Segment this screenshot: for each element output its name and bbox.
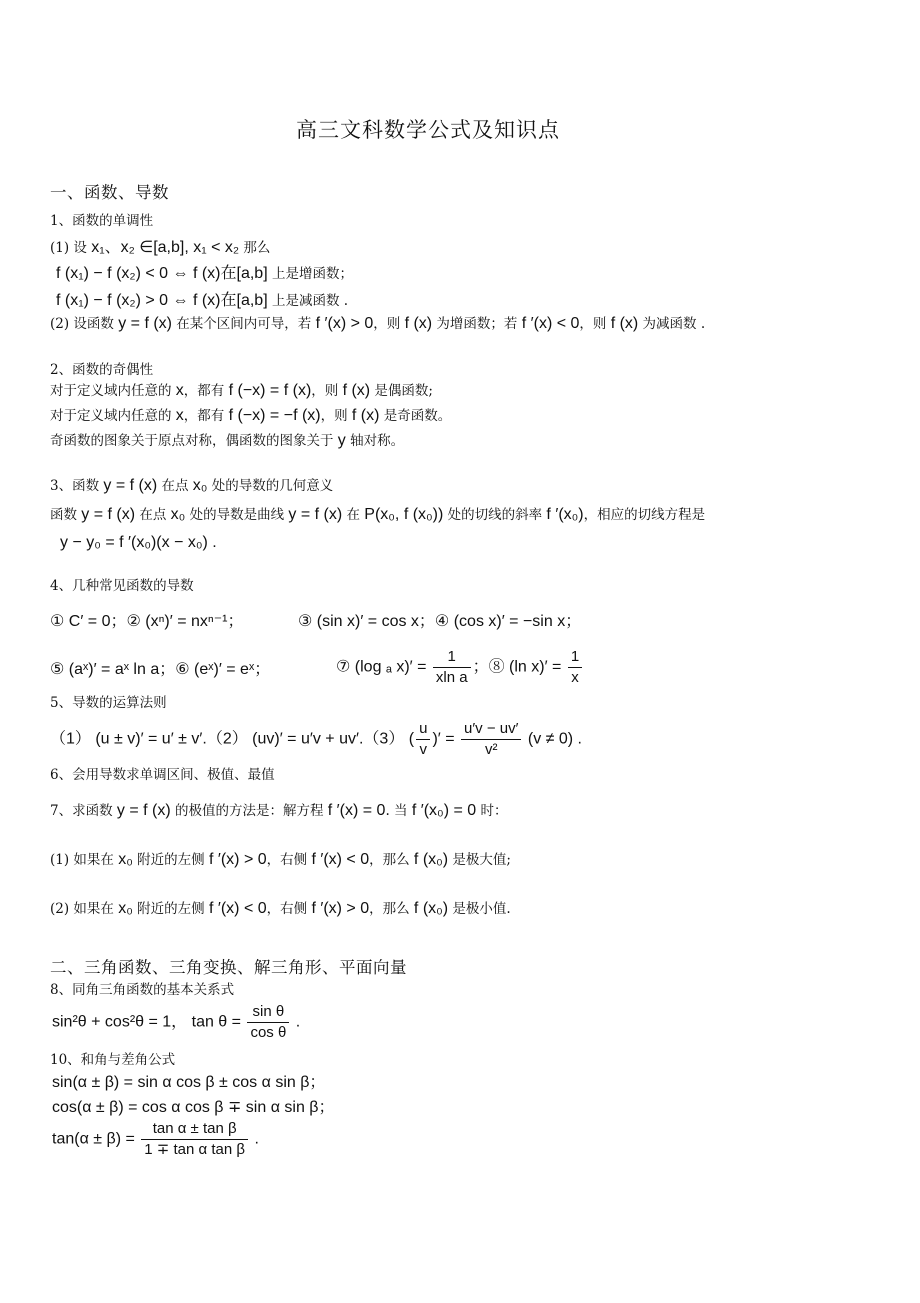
derivatives-line-1a: ① C′ = 0；② (xⁿ)′ = nxⁿ⁻¹； bbox=[50, 613, 244, 630]
subheading-derivative-geometry bbox=[50, 476, 333, 495]
text-segment: 对于定义域内任意的 bbox=[50, 408, 176, 424]
math-expression: x₀ bbox=[118, 851, 133, 868]
text-segment: 附近的左侧 bbox=[132, 852, 209, 868]
text-segment: 在点 bbox=[157, 478, 193, 494]
text-segment: 函数 bbox=[50, 507, 82, 523]
math-expression: x bbox=[175, 382, 184, 399]
text-segment: ，右侧 bbox=[266, 901, 312, 917]
math-expression: f ′(x) = 0 bbox=[327, 802, 386, 819]
text-segment: ，都有 bbox=[183, 383, 229, 399]
math-expression: P(x₀, f (x₀)) bbox=[364, 506, 444, 523]
text-segment: ，那么 bbox=[369, 901, 414, 917]
math-expression: f (x) bbox=[610, 315, 639, 332]
text-segment: 附近的左侧 bbox=[132, 901, 209, 917]
parity-line-1 bbox=[50, 381, 433, 400]
fraction-denominator: xln a bbox=[435, 669, 468, 686]
text-segment: 在某个区间内可导，若 bbox=[172, 316, 316, 332]
math-expression: f ′(x) < 0 bbox=[521, 315, 580, 332]
fraction-numerator: 1 bbox=[568, 648, 582, 668]
text-segment: 处的导数的几何意义 bbox=[207, 478, 334, 494]
fraction-denominator: 1 ∓ tan α tan β bbox=[144, 1141, 246, 1158]
text-segment: ；⑧ (ln x)′ = bbox=[472, 658, 566, 676]
section-heading-functions: 一、函数、导数 bbox=[50, 183, 169, 202]
text-segment: . bbox=[291, 1013, 301, 1031]
monotonicity-line-1 bbox=[50, 238, 270, 257]
text-segment: )′ = bbox=[432, 730, 460, 748]
subheading-monotonicity: 1、函数的单调性 bbox=[50, 213, 154, 229]
text-segment: tan(α ± β) = bbox=[52, 1130, 140, 1148]
fraction bbox=[568, 648, 582, 687]
monotonicity-line-3 bbox=[56, 291, 348, 310]
monotonicity-line-2 bbox=[56, 264, 353, 283]
math-expression: f (x₀) bbox=[413, 851, 449, 868]
section-heading-trigonometry: 二、三角函数、三角变换、解三角形、平面向量 bbox=[50, 958, 407, 977]
text-segment: 为减函数 . bbox=[638, 316, 706, 332]
text-segment: 的极值的方法是：解方程 bbox=[170, 803, 328, 819]
derivative-geometry-line-1 bbox=[50, 505, 705, 524]
math-expression: y = f (x) bbox=[103, 477, 158, 494]
tan-sum-formula bbox=[52, 1120, 259, 1159]
math-expression: f ′(x) > 0 bbox=[311, 900, 370, 917]
cos-sum-formula: cos(α ± β) = cos α cos β ∓ sin α sin β； bbox=[52, 1099, 335, 1116]
parity-line-2 bbox=[50, 406, 451, 425]
math-expression: f (x₀) bbox=[413, 900, 449, 917]
text-segment: 时： bbox=[476, 803, 508, 819]
text-segment: (1) 设 bbox=[50, 240, 92, 256]
subheading-parity: 2、函数的奇偶性 bbox=[50, 362, 154, 378]
fraction-numerator: sin θ bbox=[247, 1003, 289, 1023]
fraction-denominator: x bbox=[571, 669, 579, 686]
text-segment: (2) 设函数 bbox=[50, 316, 119, 332]
parity-line-3 bbox=[50, 431, 404, 450]
text-segment: 上是减函数 . bbox=[267, 293, 349, 309]
text-segment: 是极大值; bbox=[448, 852, 511, 868]
math-expression: y = f (x) bbox=[288, 506, 343, 523]
text-segment: 处的切线的斜率 bbox=[443, 507, 547, 523]
text-segment: ，则 bbox=[311, 383, 343, 399]
math-expression: f ′(x) > 0 bbox=[315, 315, 374, 332]
fraction-numerator: 1 bbox=[433, 648, 471, 668]
math-expression: y = f (x) bbox=[118, 315, 172, 332]
subheading-trig-identities: 8、同角三角函数的基本关系式 bbox=[50, 982, 235, 998]
text-segment: (v ≠ 0) . bbox=[523, 730, 582, 748]
text-segment: ，那么 bbox=[369, 852, 414, 868]
extrema-max-line bbox=[50, 850, 511, 869]
text-segment: 上是增函数； bbox=[267, 266, 353, 282]
fraction bbox=[247, 1003, 289, 1042]
math-expression: f (x₁) − f (x₂) < 0 ⇔ f (x)在[a,b] bbox=[56, 265, 268, 282]
text-segment: . 当 bbox=[385, 803, 412, 819]
subheading-common-derivatives: 4、几种常见函数的导数 bbox=[50, 578, 194, 594]
subheading-monotonic-extrema: 6、会用导数求单调区间、极值、最值 bbox=[50, 767, 275, 783]
math-expression: f (x) bbox=[404, 315, 433, 332]
fraction-denominator: v² bbox=[484, 741, 498, 758]
math-expression: y = f (x) bbox=[116, 802, 171, 819]
math-expression: x₁、x₂ ∈[a,b], x₁ < x₂ bbox=[91, 239, 240, 256]
math-expression: f ′(x) > 0 bbox=[208, 851, 267, 868]
math-expression: f (−x) = −f (x) bbox=[228, 407, 321, 424]
text-segment: (1) 如果在 bbox=[50, 852, 119, 868]
fraction bbox=[141, 1120, 248, 1159]
text-segment: 是偶函数; bbox=[370, 383, 433, 399]
text-segment: 对于定义域内任意的 bbox=[50, 383, 176, 399]
math-expression: f (x₁) − f (x₂) > 0 ⇔ f (x)在[a,b] bbox=[56, 292, 268, 309]
math-expression: f (x) bbox=[342, 382, 371, 399]
monotonicity-line-4 bbox=[50, 314, 705, 333]
text-segment: ，相应的切线方程是 bbox=[583, 507, 706, 523]
page-title: 高三文科数学公式及知识点 bbox=[296, 118, 560, 142]
text-segment: 7、求函数 bbox=[50, 803, 117, 819]
text-segment: ，则 bbox=[579, 316, 611, 332]
math-expression: x₀ bbox=[170, 506, 186, 523]
math-expression: x bbox=[175, 407, 184, 424]
text-segment: 处的导数是曲线 bbox=[185, 507, 289, 523]
derivatives-line-2a: ⑤ (aˣ)′ = aˣ ln a；⑥ (eˣ)′ = eˣ； bbox=[50, 661, 271, 678]
derivative-rules-line bbox=[50, 720, 582, 759]
math-expression: y = f (x) bbox=[81, 506, 136, 523]
text-segment: 轴对称。 bbox=[345, 433, 405, 449]
math-expression: x₀ bbox=[192, 477, 208, 494]
math-expression: f ′(x) < 0 bbox=[311, 851, 370, 868]
fraction-numerator: u′v − uv′ bbox=[461, 720, 521, 740]
extrema-min-line bbox=[50, 899, 511, 918]
text-segment: 3、函数 bbox=[50, 478, 104, 494]
text-segment: sin²θ + cos²θ = 1， tan θ = bbox=[52, 1013, 246, 1031]
math-expression: x₀ bbox=[118, 900, 133, 917]
trig-identity-line bbox=[52, 1003, 300, 1042]
math-expression: f ′(x₀) bbox=[546, 506, 584, 523]
subheading-extrema-method bbox=[50, 801, 507, 820]
subheading-sum-difference: 10、和角与差角公式 bbox=[50, 1052, 176, 1068]
fraction bbox=[416, 720, 430, 759]
math-expression: f ′(x) < 0 bbox=[208, 900, 267, 917]
fraction-denominator: v bbox=[419, 741, 428, 758]
text-segment: ，都有 bbox=[183, 408, 229, 424]
math-expression: f (−x) = f (x) bbox=[228, 382, 312, 399]
subheading-derivative-rules: 5、导数的运算法则 bbox=[50, 695, 167, 711]
text-segment: 在 bbox=[342, 507, 365, 523]
math-expression: f (x) bbox=[351, 407, 380, 424]
text-segment: （1） (u ± v)′ = u′ ± v′.（2） (uv)′ = u′v + uv′.（3） ( bbox=[50, 730, 415, 748]
text-segment: 是极小值. bbox=[448, 901, 511, 917]
fraction-numerator: tan α ± tan β bbox=[141, 1120, 248, 1140]
text-segment: (2) 如果在 bbox=[50, 901, 119, 917]
text-segment: ，右侧 bbox=[266, 852, 312, 868]
text-segment: ，则 bbox=[373, 316, 405, 332]
fraction bbox=[461, 720, 521, 759]
fraction-numerator: u bbox=[416, 720, 430, 740]
text-segment: ⑦ (log ₐ x)′ = bbox=[336, 658, 431, 676]
text-segment: 在点 bbox=[135, 507, 171, 523]
sin-sum-formula: sin(α ± β) = sin α cos β ± cos α sin β； bbox=[52, 1074, 326, 1091]
text-segment: 那么 bbox=[239, 240, 271, 256]
derivatives-line-2b bbox=[336, 648, 584, 687]
text-segment: ，则 bbox=[320, 408, 352, 424]
text-segment: 是奇函数。 bbox=[379, 408, 452, 424]
tangent-line-equation: y − y₀ = f ′(x₀)(x − x₀) . bbox=[60, 534, 217, 551]
text-segment: . bbox=[250, 1130, 259, 1148]
math-expression: f ′(x₀) = 0 bbox=[411, 802, 477, 819]
derivatives-line-1b: ③ (sin x)′ = cos x；④ (cos x)′ = −sin x； bbox=[298, 613, 582, 630]
text-segment: 奇函数的图象关于原点对称，偶函数的图象关于 bbox=[50, 433, 338, 449]
fraction-denominator: cos θ bbox=[250, 1024, 287, 1041]
text-segment: 为增函数；若 bbox=[432, 316, 522, 332]
math-expression: y bbox=[337, 432, 346, 449]
fraction bbox=[433, 648, 471, 687]
